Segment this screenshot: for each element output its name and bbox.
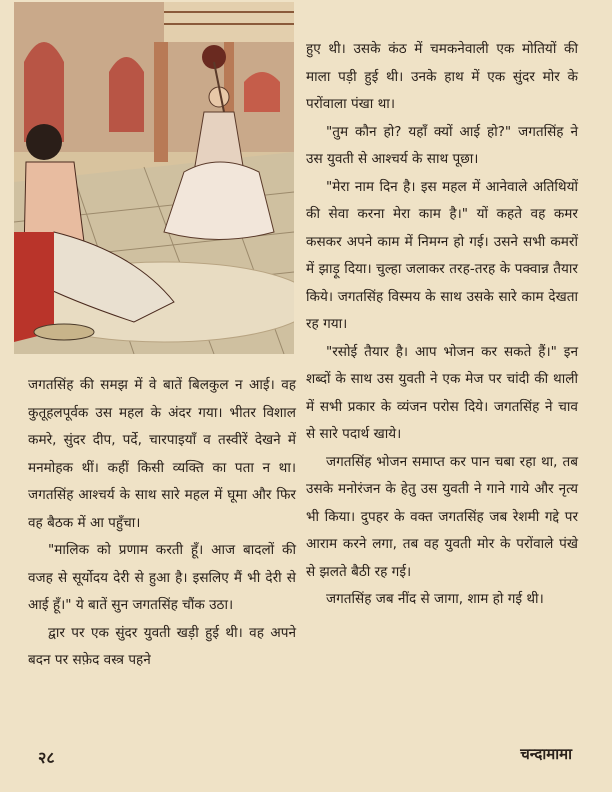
paragraph: हुए थी। उसके कंठ में चमकनेवाली एक मोतियों की माला पड़ी हुई थी। उनके हाथ में एक सुंदर मोर के परोंवाला पंखा था। <box>306 41 578 112</box>
paragraph: "मालिक को प्रणाम करती हूँ। आज बादलों की वजह से सूर्योदय देरी से हुआ है। इसलिए मैं भी देरी से आई हूँ।" ये बातें सुन जगतसिंह चौंक उठा। <box>28 542 296 613</box>
palace-dancer-illustration <box>14 2 294 354</box>
page-number: २८ <box>38 748 55 767</box>
paragraph: "रसोई तैयार है। आप भोजन कर सकते हैं।" इन शब्दों के साथ उस युवती ने एक मेज पर चांदी की थाली में सभी प्रकार के व्यंजन परोस दिये। जगतसिंह ने चाव से सारे पदार्थ खाये। <box>306 343 578 442</box>
paragraph: जगतसिंह जब नींद से जागा, शाम हो गई थी। <box>326 591 544 607</box>
paragraph: द्वार पर एक सुंदर युवती खड़ी हुई थी। वह अपने बदन पर सफ़ेद वस्त्र पहने <box>28 624 296 668</box>
paragraph: जगतसिंह की समझ में वे बातें बिलकुल न आई। वह कुतूहलपूर्वक उस महल के अंदर गया। भीतर विशाल कमरे, सुंदर दीप, पर्दे, चारपाइयाँ व तस्वीरें देखने में मनमोहक थीं। कहीं किसी व्यक्ति का पता न था। जगतसिंह आश्चर्य के साथ सारे महल में घूमा और फिर वह बैठक में आ पहुँचा। <box>28 377 296 531</box>
left-text-column <box>28 372 296 675</box>
paragraph: जगतसिंह भोजन समाप्त कर पान चबा रहा था, तब उसके मनोरंजन के हेतु उस युवती ने गाने गाये और नृत्य भी किया। दुपहर के वक्त जगतसिंह जब रेशमी गद्दे पर आराम करने लगा, तब वह युवती मोर के परोंवाले पंखे से झलते बैठी रह गई। <box>306 453 578 580</box>
illustration-art <box>14 2 294 354</box>
paragraph: "मेरा नाम दिन है। इस महल में आनेवाले अतिथियों की सेवा करना मेरा काम है।" यों कहते वह कमर कसकर अपने काम में निमग्न हो गई। उसने सभी कमरों में झाड़ू दिया। चुल्हा जलाकर तरह-तरह के पक्वान्न तैयार किये। जगतसिंह विस्मय के साथ उसके सारे काम देखता रह गया। <box>306 178 578 332</box>
paragraph: "तुम कौन हो? यहाँ क्यों आई हो?" जगतसिंह ने उस युवती से आश्चर्य के साथ पूछा। <box>306 123 578 167</box>
magazine-name: चन्दामामा <box>520 745 572 763</box>
right-text-column <box>306 36 578 614</box>
